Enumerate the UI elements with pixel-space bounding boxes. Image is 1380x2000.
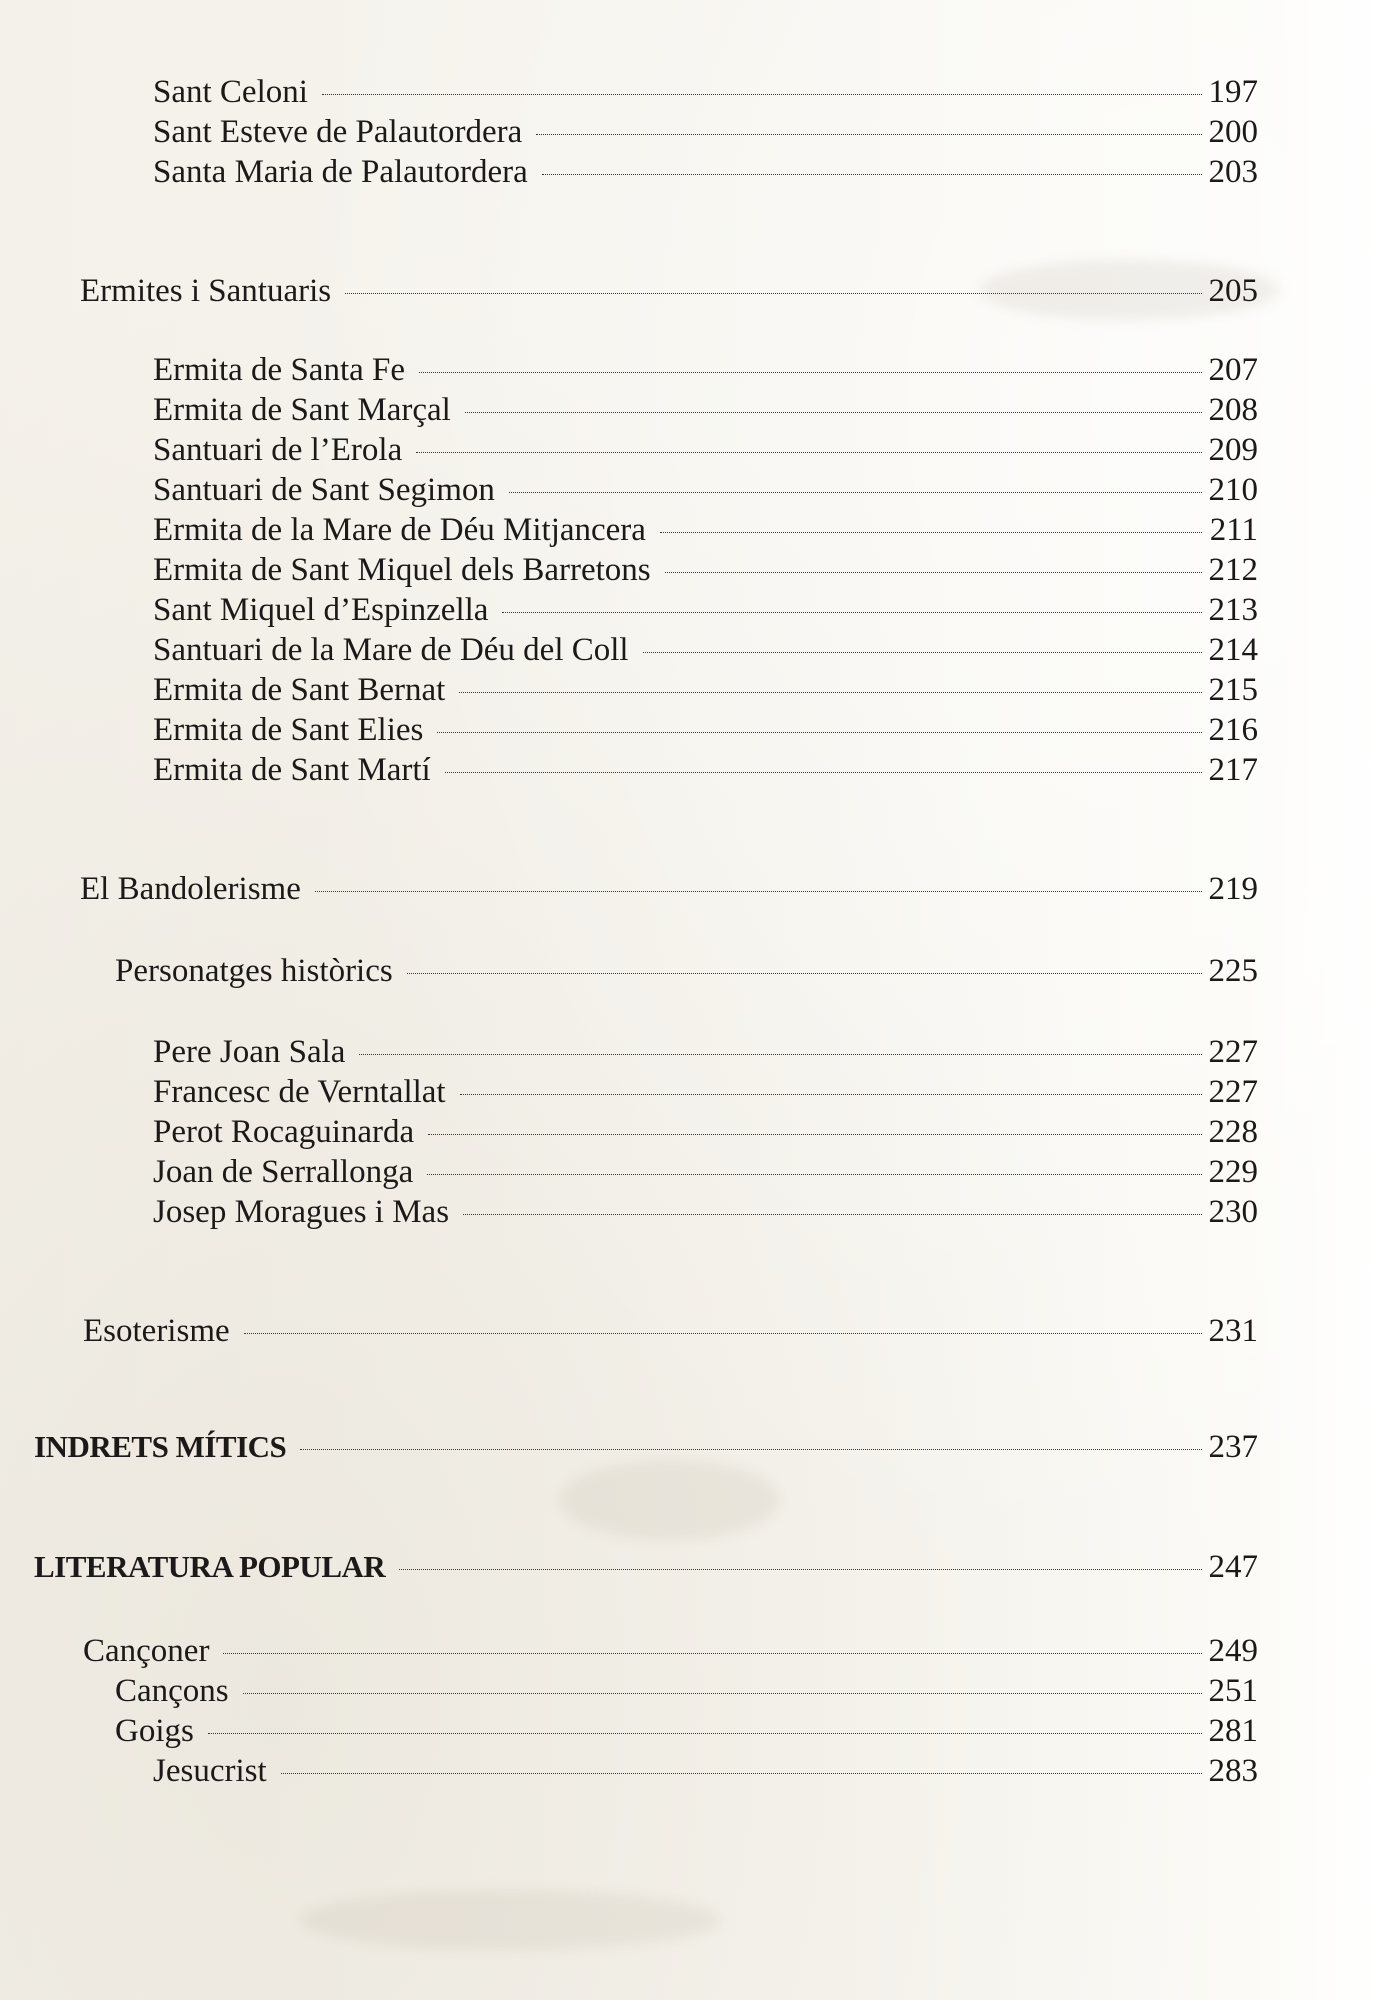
toc-entry bbox=[153, 1112, 1258, 1152]
toc-entry-title: Jesucrist bbox=[153, 1753, 267, 1789]
dot-leader bbox=[244, 1333, 1202, 1334]
toc-entry bbox=[153, 350, 1258, 390]
paper-stain bbox=[560, 1460, 780, 1540]
toc-entry-title: Santuari de la Mare de Déu del Coll bbox=[153, 632, 629, 668]
toc-page-number: 211 bbox=[1209, 512, 1258, 548]
toc-entry bbox=[153, 1751, 1258, 1791]
toc-entry-title: Josep Moragues i Mas bbox=[153, 1194, 450, 1230]
toc-page-number: 237 bbox=[1208, 1429, 1258, 1465]
toc-page-number: 247 bbox=[1208, 1549, 1258, 1585]
toc-entry bbox=[153, 750, 1258, 790]
toc-section-entry bbox=[83, 1311, 1258, 1351]
toc-entry bbox=[153, 550, 1258, 590]
toc-page-number: 214 bbox=[1208, 632, 1258, 668]
toc-page-number: 210 bbox=[1208, 472, 1258, 508]
toc-page-number: 283 bbox=[1208, 1753, 1258, 1789]
dot-leader bbox=[463, 1214, 1202, 1215]
toc-entry bbox=[115, 1711, 1258, 1751]
toc-page-number: 208 bbox=[1208, 392, 1258, 428]
dot-leader bbox=[359, 1054, 1202, 1055]
dot-leader bbox=[428, 1134, 1202, 1135]
dot-leader bbox=[460, 1094, 1202, 1095]
toc-page-number: 212 bbox=[1208, 552, 1258, 588]
toc-page-number: 217 bbox=[1208, 752, 1258, 788]
toc-entry-title: Ermita de Sant Miquel dels Barretons bbox=[153, 552, 651, 588]
toc-entry-title: Ermita de Sant Bernat bbox=[153, 672, 446, 708]
toc-page-number: 203 bbox=[1208, 154, 1258, 190]
dot-leader bbox=[223, 1653, 1202, 1654]
toc-entry-title: Pere Joan Sala bbox=[153, 1034, 346, 1070]
dot-leader bbox=[399, 1569, 1202, 1570]
toc-entry bbox=[153, 1032, 1258, 1072]
dot-leader bbox=[536, 134, 1202, 135]
toc-entry bbox=[153, 630, 1258, 670]
dot-leader bbox=[643, 652, 1202, 653]
toc-entry-title: Joan de Serrallonga bbox=[153, 1154, 414, 1190]
toc-entry-title: Sant Esteve de Palautordera bbox=[153, 114, 523, 150]
toc-page-number: 215 bbox=[1208, 672, 1258, 708]
toc-entry-title: Goigs bbox=[115, 1713, 194, 1749]
dot-leader bbox=[315, 891, 1202, 892]
toc-entry-title: Ermita de Sant Martí bbox=[153, 752, 431, 788]
toc-entry-title: Perot Rocaguinarda bbox=[153, 1114, 415, 1150]
dot-leader bbox=[445, 772, 1202, 773]
toc-entry-title: Sant Miquel d’Espinzella bbox=[153, 592, 489, 628]
toc-entry-title: Personatges històrics bbox=[115, 953, 393, 989]
toc-page-number: 209 bbox=[1208, 432, 1258, 468]
dot-leader bbox=[407, 973, 1202, 974]
dot-leader bbox=[437, 732, 1202, 733]
toc-entry-title: Ermita de Sant Elies bbox=[153, 712, 424, 748]
toc-entry-title: Esoterisme bbox=[83, 1313, 230, 1349]
toc-entry bbox=[153, 470, 1258, 510]
toc-entry-title: Santuari de l’Erola bbox=[153, 432, 403, 468]
toc-section-entry bbox=[80, 271, 1258, 311]
toc-entry bbox=[115, 951, 1258, 991]
toc-page-number: 251 bbox=[1208, 1673, 1258, 1709]
toc-chapter-title: LITERATURA POPULAR bbox=[34, 1549, 386, 1584]
paper-stain bbox=[300, 1890, 720, 1950]
dot-leader bbox=[322, 94, 1202, 95]
toc-entry-title: Francesc de Verntallat bbox=[153, 1074, 446, 1110]
toc-page-number: 249 bbox=[1208, 1633, 1258, 1669]
toc-page-number: 228 bbox=[1208, 1114, 1258, 1150]
dot-leader bbox=[542, 174, 1202, 175]
toc-entry bbox=[153, 1192, 1258, 1232]
toc-entry-title: Cançoner bbox=[83, 1633, 210, 1669]
toc-section-entry bbox=[83, 1631, 1258, 1671]
dot-leader bbox=[208, 1733, 1202, 1734]
dot-leader bbox=[281, 1773, 1202, 1774]
toc-page-number: 230 bbox=[1208, 1194, 1258, 1230]
toc-page-number: 231 bbox=[1208, 1313, 1258, 1349]
toc-entry bbox=[153, 152, 1258, 192]
dot-leader bbox=[300, 1449, 1202, 1450]
toc-page-number: 213 bbox=[1208, 592, 1258, 628]
toc-entry bbox=[153, 1072, 1258, 1112]
toc-page-number: 207 bbox=[1208, 352, 1258, 388]
dot-leader bbox=[502, 612, 1202, 613]
toc-entry-title: Ermita de Santa Fe bbox=[153, 352, 406, 388]
toc-chapter-title: INDRETS MÍTICS bbox=[34, 1429, 287, 1464]
toc-entry bbox=[153, 710, 1258, 750]
toc-entry-title: El Bandolerisme bbox=[80, 871, 301, 907]
toc-chapter-entry bbox=[34, 1547, 1258, 1587]
toc-entry bbox=[153, 430, 1258, 470]
toc-entry bbox=[153, 72, 1258, 112]
dot-leader bbox=[345, 293, 1202, 294]
toc-entry bbox=[153, 670, 1258, 710]
dot-leader bbox=[416, 452, 1202, 453]
toc-entry-title: Ermites i Santuaris bbox=[80, 273, 332, 309]
dot-leader bbox=[459, 692, 1202, 693]
dot-leader bbox=[243, 1693, 1202, 1694]
toc-entry-title: Ermita de la Mare de Déu Mitjancera bbox=[153, 512, 646, 548]
toc-page-number: 225 bbox=[1208, 953, 1258, 989]
toc-entry-title: Santa Maria de Palautordera bbox=[153, 154, 528, 190]
dot-leader bbox=[660, 532, 1202, 533]
toc-entry bbox=[153, 1152, 1258, 1192]
toc-page-number: 227 bbox=[1208, 1074, 1258, 1110]
dot-leader bbox=[509, 492, 1202, 493]
toc-page-number: 205 bbox=[1208, 273, 1258, 309]
toc-page-number: 229 bbox=[1208, 1154, 1258, 1190]
toc-page-number: 200 bbox=[1208, 114, 1258, 150]
dot-leader bbox=[427, 1174, 1202, 1175]
toc-entry-title: Cançons bbox=[115, 1673, 229, 1709]
toc-entry bbox=[153, 590, 1258, 630]
toc-section-entry bbox=[80, 869, 1258, 909]
toc-entry-title: Ermita de Sant Marçal bbox=[153, 392, 451, 428]
dot-leader bbox=[465, 412, 1202, 413]
toc-entry bbox=[115, 1671, 1258, 1711]
toc-entry bbox=[153, 390, 1258, 430]
toc-page-number: 281 bbox=[1208, 1713, 1258, 1749]
toc-page-number: 219 bbox=[1208, 871, 1258, 907]
toc-chapter-entry bbox=[34, 1427, 1258, 1467]
dot-leader bbox=[665, 572, 1202, 573]
toc-page-number: 216 bbox=[1208, 712, 1258, 748]
dot-leader bbox=[419, 372, 1202, 373]
toc-entry bbox=[153, 510, 1258, 550]
toc-page-number: 197 bbox=[1208, 74, 1258, 110]
toc-entry bbox=[153, 112, 1258, 152]
toc-entry-title: Sant Celoni bbox=[153, 74, 308, 110]
toc-entry-title: Santuari de Sant Segimon bbox=[153, 472, 495, 508]
toc-page-number: 227 bbox=[1208, 1034, 1258, 1070]
